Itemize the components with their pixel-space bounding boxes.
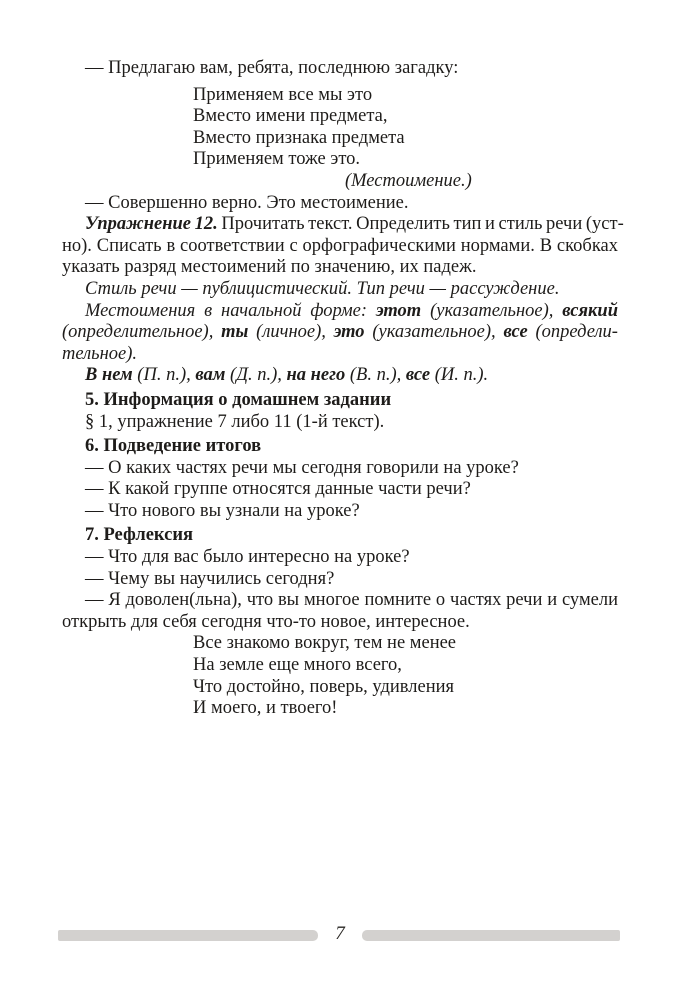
question-line xyxy=(62,479,618,501)
closing-verse-line xyxy=(62,698,618,720)
text-run: вам xyxy=(195,365,226,386)
dialog-line xyxy=(62,193,618,215)
footer-rule-left xyxy=(58,930,318,941)
text-run: — Предлагаю вам, ребята, последнюю загадку: xyxy=(85,58,459,78)
text-run: 7. Рефлексия xyxy=(85,525,194,546)
text-run: указать разряд местоимений по значению, их падеж. xyxy=(62,257,477,278)
text-run: (Д. п.), xyxy=(225,365,287,386)
text-run: все xyxy=(405,365,431,386)
text-run: это xyxy=(333,322,365,343)
text-run: всякий xyxy=(562,300,618,321)
answer-line xyxy=(62,279,618,301)
text-run: 6. Подведение итогов xyxy=(85,436,262,457)
closing-verse-line xyxy=(62,633,618,655)
text-run: § 1, упражнение 7 либо 11 (1-й текст). xyxy=(85,411,385,432)
text-run: 5. Информация о домашнем задании xyxy=(85,389,392,410)
text-run: (П. п.), xyxy=(132,365,196,386)
text-run: (указательное), xyxy=(421,300,563,321)
section-heading xyxy=(62,390,618,412)
text-run: Стиль речи — публицистический. Тип речи — рассуждение. xyxy=(85,278,560,299)
text-run: Все знакомо вокруг, тем не менее xyxy=(193,633,457,654)
question-line xyxy=(62,458,618,480)
text-run: тельное). xyxy=(62,343,138,364)
text-run: Прочитать текст. Определить тип и стиль речи (уст- xyxy=(217,214,624,235)
text-run: Что достойно, поверь, удивления xyxy=(193,676,455,697)
text-run: (В. п.), xyxy=(345,365,406,386)
section-heading xyxy=(62,525,618,547)
text-run: на него xyxy=(286,365,346,386)
teacher-line xyxy=(62,612,618,634)
question-line xyxy=(62,569,618,591)
exercise-line xyxy=(62,257,618,279)
riddle-verse-line xyxy=(62,106,618,128)
text-run: (указательное), xyxy=(364,322,504,343)
text-run: все xyxy=(503,322,528,343)
answer-line xyxy=(62,301,618,323)
answer-line xyxy=(62,322,618,344)
exercise-line xyxy=(62,236,618,258)
page-content xyxy=(62,58,624,720)
text-run: открыть для себя сегодня что-то новое, интересное. xyxy=(62,611,470,632)
text-run: — Что для вас было интересно на уроке? xyxy=(85,547,410,568)
text-run: но). Списать в соответствии с орфографическими нормами. В скобках xyxy=(62,235,618,256)
text-run: — О каких частях речи мы сегодня говорили на уроке? xyxy=(85,457,519,478)
section-heading xyxy=(62,436,618,458)
text-run: — Я доволен(льна), что вы многое помните о частях речи и сумели xyxy=(85,590,618,611)
text-run: В нем xyxy=(85,365,133,386)
text-run: (И. п.). xyxy=(430,365,489,386)
footer-rule-right xyxy=(362,930,620,941)
text-run: Применяем все мы это xyxy=(193,84,373,105)
text-run: Вместо признака предмета xyxy=(193,127,405,148)
text-run: (определительное), xyxy=(62,322,222,343)
text-run: (личное), xyxy=(248,322,334,343)
text-run: ты xyxy=(221,322,249,343)
text-run: И моего, и твоего! xyxy=(193,698,338,719)
text-run: На земле еще много всего, xyxy=(193,655,402,676)
text-run: этот xyxy=(375,300,422,321)
question-line xyxy=(62,501,618,523)
riddle-verse-line xyxy=(62,85,618,107)
teacher-line xyxy=(62,590,618,612)
text-run: — Чему вы научились сегодня? xyxy=(85,568,335,589)
text-run: Вместо имени предмета, xyxy=(193,106,388,127)
text-run: — К какой группе относятся данные части речи? xyxy=(85,479,471,500)
answer-line xyxy=(62,344,618,366)
text-run: (определи- xyxy=(527,322,618,343)
text-run: — Что нового вы узнали на уроке? xyxy=(85,500,360,521)
text-run: — Совершенно верно. Это местоимение. xyxy=(85,192,409,213)
riddle-verse-line xyxy=(62,149,618,171)
closing-verse-line xyxy=(62,677,618,699)
text-run: Применяем тоже это. xyxy=(193,149,361,170)
page-number: 7 xyxy=(335,923,345,944)
text-run: (Местоимение.) xyxy=(345,170,472,191)
text-run: Упражнение 12. xyxy=(85,214,218,235)
text-run: Местоимения в начальной форме: xyxy=(85,300,376,321)
question-line xyxy=(62,547,618,569)
closing-verse-line xyxy=(62,655,618,677)
answer-line xyxy=(62,365,618,387)
dialog-line xyxy=(62,58,618,80)
riddle-answer xyxy=(62,171,618,193)
homework-line xyxy=(62,412,618,434)
riddle-verse-line xyxy=(62,128,618,150)
exercise-line xyxy=(62,214,624,236)
